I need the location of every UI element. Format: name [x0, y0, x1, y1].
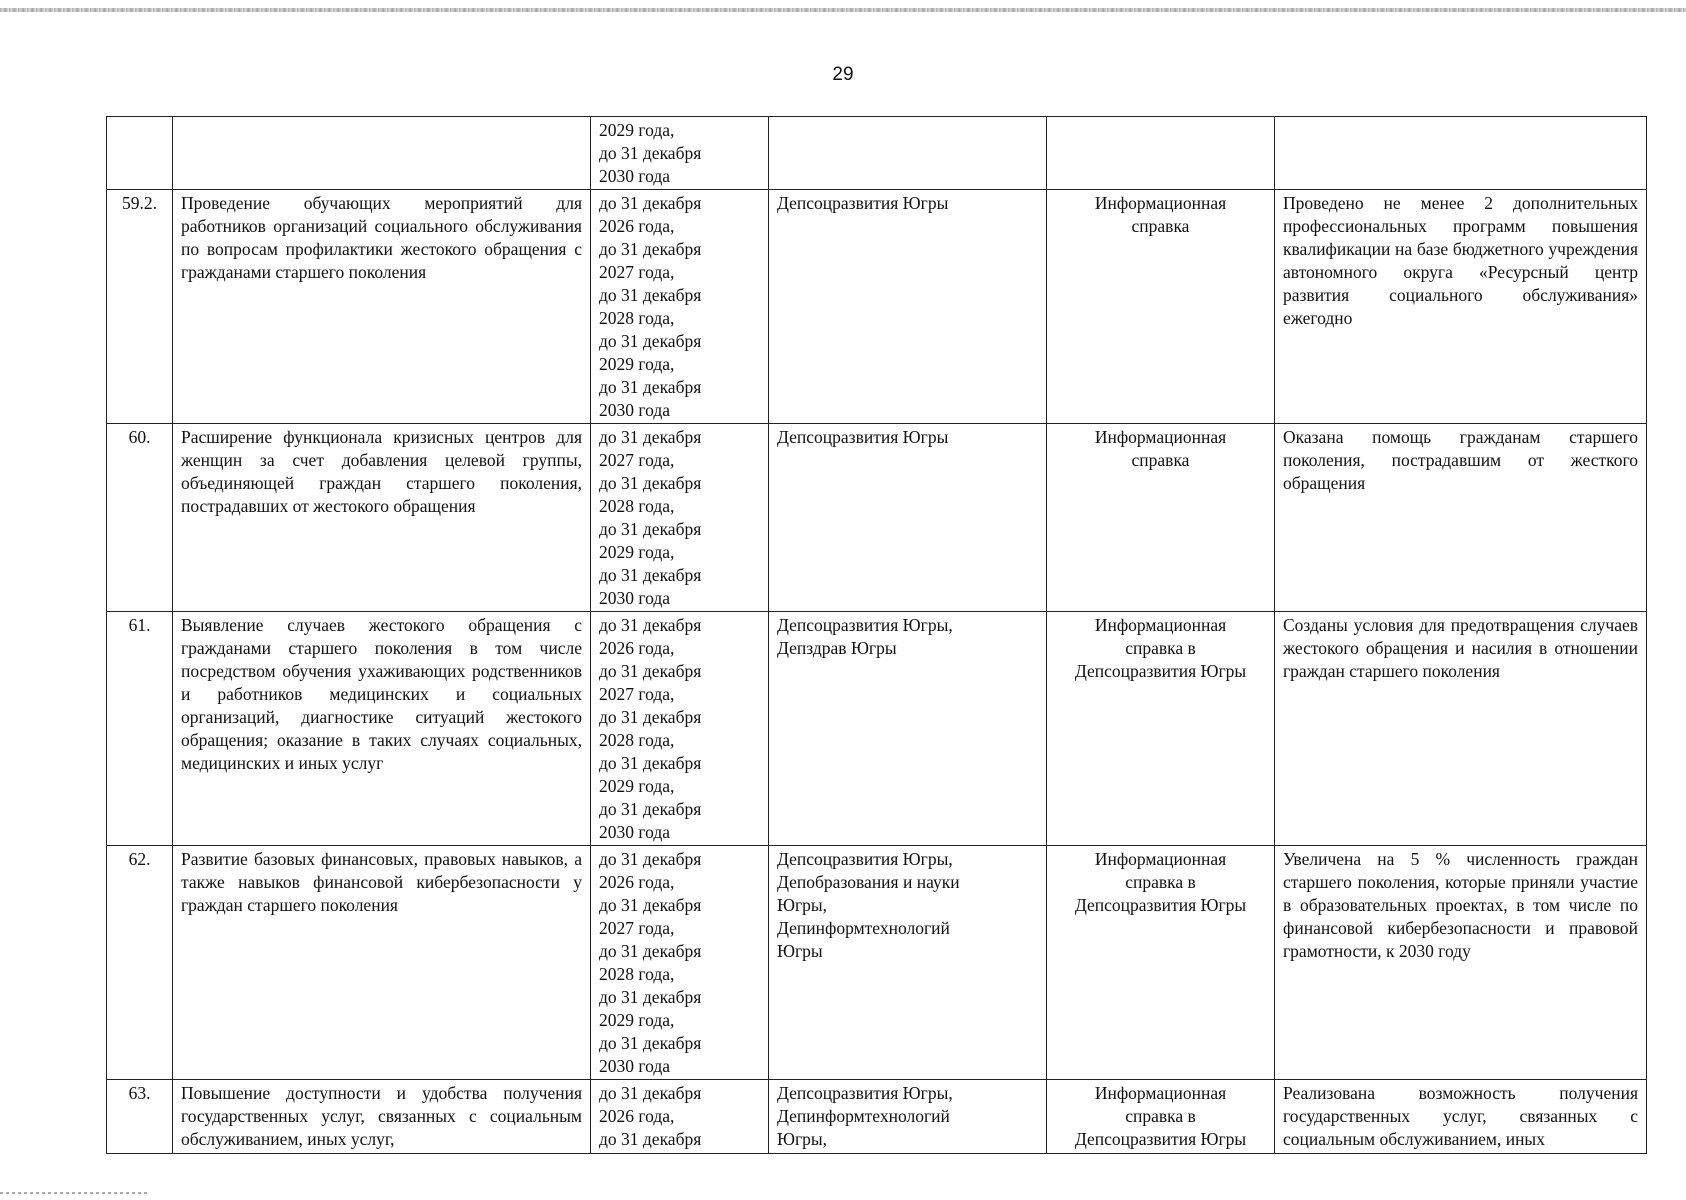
document-type-cell: [1047, 1080, 1275, 1154]
responsible-line: Депсоцразвития Югры: [777, 427, 949, 447]
document-type-line: справка в: [1125, 1106, 1196, 1126]
responsible-cell: [769, 612, 1047, 846]
deadline-line: до 31 декабря: [599, 849, 702, 869]
deadline-line: 2029 года,: [599, 776, 675, 796]
document-type-line: Информационная: [1094, 427, 1227, 447]
deadline-cell: [591, 190, 769, 424]
expected-result: Увеличена на 5 % численность граждан старшего поколения, которые приняли участие в образовательных проектах, в том числе по финансовой кибербезопасности и правовой грамотности, к 2030 году: [1275, 846, 1647, 1080]
document-type-line: Депсоцразвития Югры: [1074, 895, 1247, 915]
deadline-line: 2029 года,: [599, 120, 675, 140]
measures-table: [106, 116, 1647, 1154]
deadline-line: до 31 декабря: [599, 1129, 702, 1149]
document-type-cell: [1047, 190, 1275, 424]
row-number: 61.: [107, 612, 173, 846]
row-number: 63.: [107, 1080, 173, 1154]
row-number: [107, 117, 173, 190]
deadline-line: до 31 декабря: [599, 799, 702, 819]
deadline-line: 2026 года,: [599, 872, 675, 892]
deadline-cell: [591, 424, 769, 612]
deadline-line: 2026 года,: [599, 216, 675, 236]
table-row: [107, 846, 1647, 1080]
row-number: 62.: [107, 846, 173, 1080]
document-type-line: Информационная: [1094, 849, 1227, 869]
scan-bottom-mark: [0, 1192, 150, 1194]
deadline-line: до 31 декабря: [599, 565, 702, 585]
table-row: [107, 424, 1647, 612]
deadline-line: до 31 декабря: [599, 331, 702, 351]
expected-result: Проведено не менее 2 дополнительных профессиональных программ повышения квалификации на базе бюджетного учреждения автономного округа «Ресурсный центр развития социального обслуживания» ежегодно: [1275, 190, 1647, 424]
responsible-line: Югры: [777, 941, 823, 961]
deadline-line: до 31 декабря: [599, 519, 702, 539]
deadline-line: до 31 декабря: [599, 1083, 702, 1103]
deadline-cell: [591, 846, 769, 1080]
measure-name: Расширение функционала кризисных центров для женщин за счет добавления целевой группы, объединяющей граждан старшего поколения, пострадавших от жестокого обращения: [173, 424, 591, 612]
document-type-line: справка в: [1125, 872, 1196, 892]
deadline-line: до 31 декабря: [599, 987, 702, 1007]
deadline-line: 2027 года,: [599, 918, 675, 938]
expected-result: [1275, 117, 1647, 190]
deadline-line: 2029 года,: [599, 542, 675, 562]
document-type-cell: [1047, 846, 1275, 1080]
deadline-line: 2027 года,: [599, 262, 675, 282]
document-type-cell: [1047, 612, 1275, 846]
responsible-line: Депинформтехнологий: [777, 1106, 950, 1126]
deadline-cell: [591, 1080, 769, 1154]
deadline-line: до 31 декабря: [599, 753, 702, 773]
deadline-line: до 31 декабря: [599, 941, 702, 961]
responsible-line: Югры,: [777, 895, 828, 915]
responsible-line: Депинформтехнологий: [777, 918, 950, 938]
deadline-line: до 31 декабря: [599, 661, 702, 681]
deadline-line: 2030 года: [599, 822, 671, 842]
table-row: [107, 117, 1647, 190]
measure-name: Выявление случаев жестокого обращения с гражданами старшего поколения в том числе посредством обучения ухаживающих родственников и работников медицинских и социальных организаций, диагностике ситуаций жестокого обращения; оказание в таких случаях социальных, медицинских и иных услуг: [173, 612, 591, 846]
responsible-line: Депсоцразвития Югры,: [777, 849, 953, 869]
document-type-line: справка: [1131, 450, 1190, 470]
measure-name: Проведение обучающих мероприятий для работников организаций социального обслуживания по вопросам профилактики жестокого обращения с гражданами старшего поколения: [173, 190, 591, 424]
document-type-cell: [1047, 117, 1275, 190]
deadline-line: 2027 года,: [599, 684, 675, 704]
responsible-line: Депсоцразвития Югры,: [777, 1083, 953, 1103]
deadline-line: до 31 декабря: [599, 193, 702, 213]
measure-name: [173, 117, 591, 190]
responsible-cell: [769, 424, 1047, 612]
deadline-line: 2029 года,: [599, 1010, 675, 1030]
deadline-line: 2030 года: [599, 400, 671, 420]
deadline-line: 2030 года: [599, 588, 671, 608]
document-type-line: Информационная: [1094, 1083, 1227, 1103]
deadline-line: до 31 декабря: [599, 427, 702, 447]
expected-result: Созданы условия для предотвращения случаев жестокого обращения и насилия в отношении граждан старшего поколения: [1275, 612, 1647, 846]
deadline-line: 2028 года,: [599, 496, 675, 516]
table-body: [107, 117, 1647, 1154]
deadline-line: 2030 года: [599, 166, 671, 186]
deadline-line: 2027 года,: [599, 450, 675, 470]
document-type-line: Информационная: [1094, 615, 1227, 635]
table-row: [107, 190, 1647, 424]
document-type-line: Информационная: [1094, 193, 1227, 213]
responsible-cell: [769, 1080, 1047, 1154]
responsible-line: Депсоцразвития Югры,: [777, 615, 953, 635]
responsible-cell: [769, 190, 1047, 424]
scan-edge: [0, 8, 1686, 12]
deadline-line: 2028 года,: [599, 730, 675, 750]
document-type-line: Депсоцразвития Югры: [1074, 1129, 1247, 1149]
row-number: 59.2.: [107, 190, 173, 424]
responsible-cell: [769, 117, 1047, 190]
measure-name: Повышение доступности и удобства получения государственных услуг, связанных с социальным обслуживанием, иных услуг,: [173, 1080, 591, 1154]
deadline-line: 2030 года: [599, 1056, 671, 1076]
deadline-line: 2026 года,: [599, 638, 675, 658]
document-type-line: Депсоцразвития Югры: [1074, 661, 1247, 681]
document-type-line: справка: [1131, 216, 1190, 236]
deadline-line: до 31 декабря: [599, 377, 702, 397]
responsible-line: Депздрав Югры: [777, 638, 897, 658]
deadline-line: 2028 года,: [599, 308, 675, 328]
deadline-line: до 31 декабря: [599, 239, 702, 259]
deadline-line: до 31 декабря: [599, 615, 702, 635]
deadline-line: до 31 декабря: [599, 473, 702, 493]
document-type-cell: [1047, 424, 1275, 612]
deadline-line: до 31 декабря: [599, 143, 702, 163]
deadline-line: до 31 декабря: [599, 895, 702, 915]
responsible-line: Депсоцразвития Югры: [777, 193, 949, 213]
deadline-line: 2026 года,: [599, 1106, 675, 1126]
row-number: 60.: [107, 424, 173, 612]
document-type-line: справка в: [1125, 638, 1196, 658]
deadline-line: до 31 декабря: [599, 1033, 702, 1053]
deadline-line: до 31 декабря: [599, 285, 702, 305]
table-row: [107, 612, 1647, 846]
measure-name: Развитие базовых финансовых, правовых навыков, а также навыков финансовой кибербезопасности у граждан старшего поколения: [173, 846, 591, 1080]
deadline-line: 2028 года,: [599, 964, 675, 984]
table-row: [107, 1080, 1647, 1154]
deadline-line: до 31 декабря: [599, 707, 702, 727]
responsible-line: Депобразования и науки: [777, 872, 960, 892]
deadline-line: 2029 года,: [599, 354, 675, 374]
responsible-line: Югры,: [777, 1129, 828, 1149]
expected-result: Реализована возможность получения государственных услуг, связанных с социальным обслуживанием, иных: [1275, 1080, 1647, 1154]
responsible-cell: [769, 846, 1047, 1080]
expected-result: Оказана помощь гражданам старшего поколения, пострадавшим от жесткого обращения: [1275, 424, 1647, 612]
page-number: 29: [832, 64, 854, 85]
deadline-cell: [591, 117, 769, 190]
deadline-cell: [591, 612, 769, 846]
